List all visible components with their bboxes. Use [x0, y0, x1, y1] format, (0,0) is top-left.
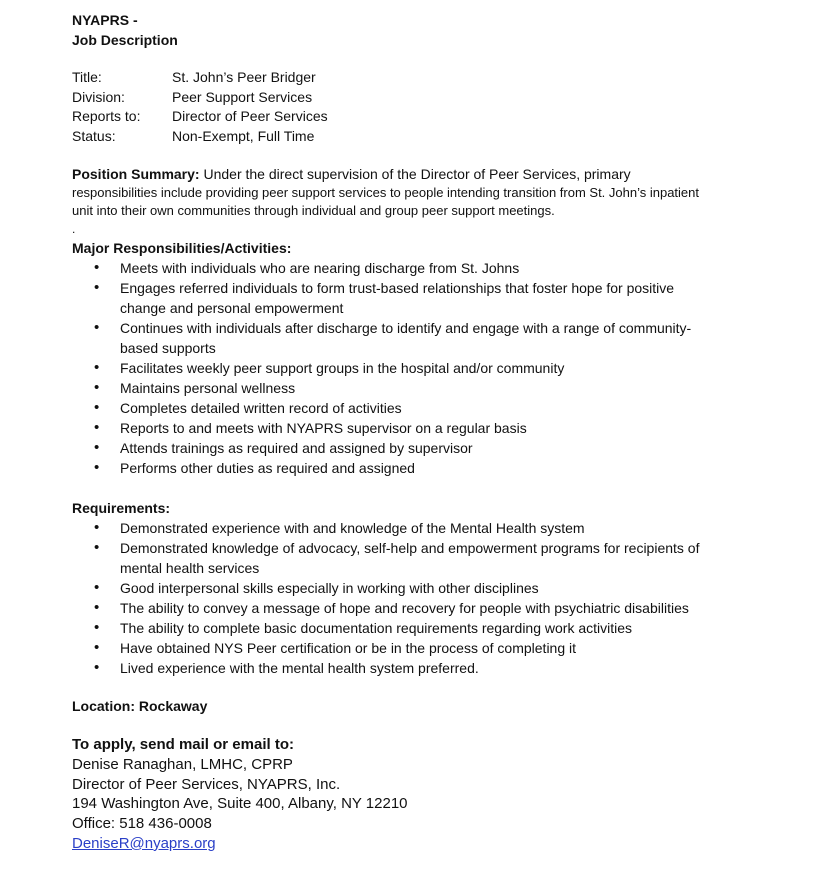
summary-line-2: responsibilities include providing peer support services to people intending transition from St. John’s inpatient	[72, 185, 700, 201]
requirements-title: Requirements:	[72, 500, 171, 517]
meta-row-division	[72, 88, 772, 108]
contact-email-link[interactable]: DeniseR@nyaprs.org	[72, 834, 216, 852]
meta-key: Reports to:	[72, 108, 141, 125]
stray-dot: .	[72, 222, 76, 237]
list-item: • Demonstrated experience with and knowledge of the Mental Health system	[72, 518, 772, 538]
list-item: • Demonstrated knowledge of advocacy, self-help and empowerment programs for recipients of	[72, 538, 772, 558]
meta-row-title	[72, 68, 772, 88]
apply-title: To apply, send mail or email to:	[72, 736, 294, 754]
meta-key: Status:	[72, 127, 116, 144]
meta-key: Title:	[72, 69, 102, 85]
list-item: • Completes detailed written record of activities	[72, 398, 772, 418]
responsibilities-list	[72, 258, 772, 478]
meta-row-reports-to	[72, 107, 772, 127]
list-item: • The ability to complete basic documentation requirements regarding work activities	[72, 618, 772, 638]
summary-line-1	[72, 165, 772, 184]
job-meta	[72, 68, 772, 146]
list-item: • Have obtained NYS Peer certification or be in the process of completing it	[72, 638, 772, 658]
list-item: • Meets with individuals who are nearing discharge from St. Johns	[72, 258, 772, 278]
summary-text: Under the direct supervision of the Director of Peer Services, primary	[199, 166, 631, 183]
list-item: • Facilitates weekly peer support groups in the hospital and/or community	[72, 358, 772, 378]
meta-key: Division:	[72, 88, 125, 105]
job-description-document	[72, 10, 772, 854]
list-item: • Good interpersonal skills especially in working with other disciplines	[72, 578, 772, 598]
list-item: change and personal empowerment	[120, 300, 344, 317]
position-summary	[72, 165, 772, 220]
summary-label: Position Summary:	[72, 166, 200, 183]
list-item: • Maintains personal wellness	[72, 378, 772, 398]
doc-type-heading: Job Description	[72, 32, 178, 48]
list-item: • Performs other duties as required and assigned	[72, 458, 772, 478]
org-heading: NYAPRS -	[72, 12, 138, 28]
list-item: • Engages referred individuals to form trust-based relationships that foster hope for positive	[72, 278, 772, 298]
location: Location: Rockaway	[72, 698, 208, 715]
contact-name: Denise Ranaghan, LMHC, CPRP	[72, 756, 293, 774]
list-item: based supports	[120, 340, 216, 357]
contact-position: Director of Peer Services, NYAPRS, Inc.	[72, 775, 341, 793]
list-item: • Reports to and meets with NYAPRS supervisor on a regular basis	[72, 418, 772, 438]
list-item: • Attends trainings as required and assigned by supervisor	[72, 438, 772, 458]
list-item: • The ability to convey a message of hope and recovery for people with psychiatric disabilities	[72, 598, 772, 618]
meta-value: St. John’s Peer Bridger	[172, 69, 316, 85]
list-item: • Continues with individuals after discharge to identify and engage with a range of community-	[72, 318, 772, 338]
meta-row-status	[72, 127, 772, 147]
list-item: • Lived experience with the mental health system preferred.	[72, 658, 772, 678]
apply-contact-block	[72, 735, 772, 853]
requirements-list	[72, 518, 772, 678]
meta-value: Director of Peer Services	[172, 108, 328, 125]
contact-address: 194 Washington Ave, Suite 400, Albany, NY 12210	[72, 795, 408, 813]
summary-line-3: unit into their own communities through individual and group peer support meetings.	[72, 203, 555, 219]
contact-office-phone: Office: 518 436-0008	[72, 815, 212, 833]
responsibilities-title: Major Responsibilities/Activities:	[72, 240, 292, 257]
meta-value: Non-Exempt, Full Time	[172, 127, 315, 144]
list-item: mental health services	[120, 560, 260, 577]
meta-value: Peer Support Services	[172, 88, 313, 105]
